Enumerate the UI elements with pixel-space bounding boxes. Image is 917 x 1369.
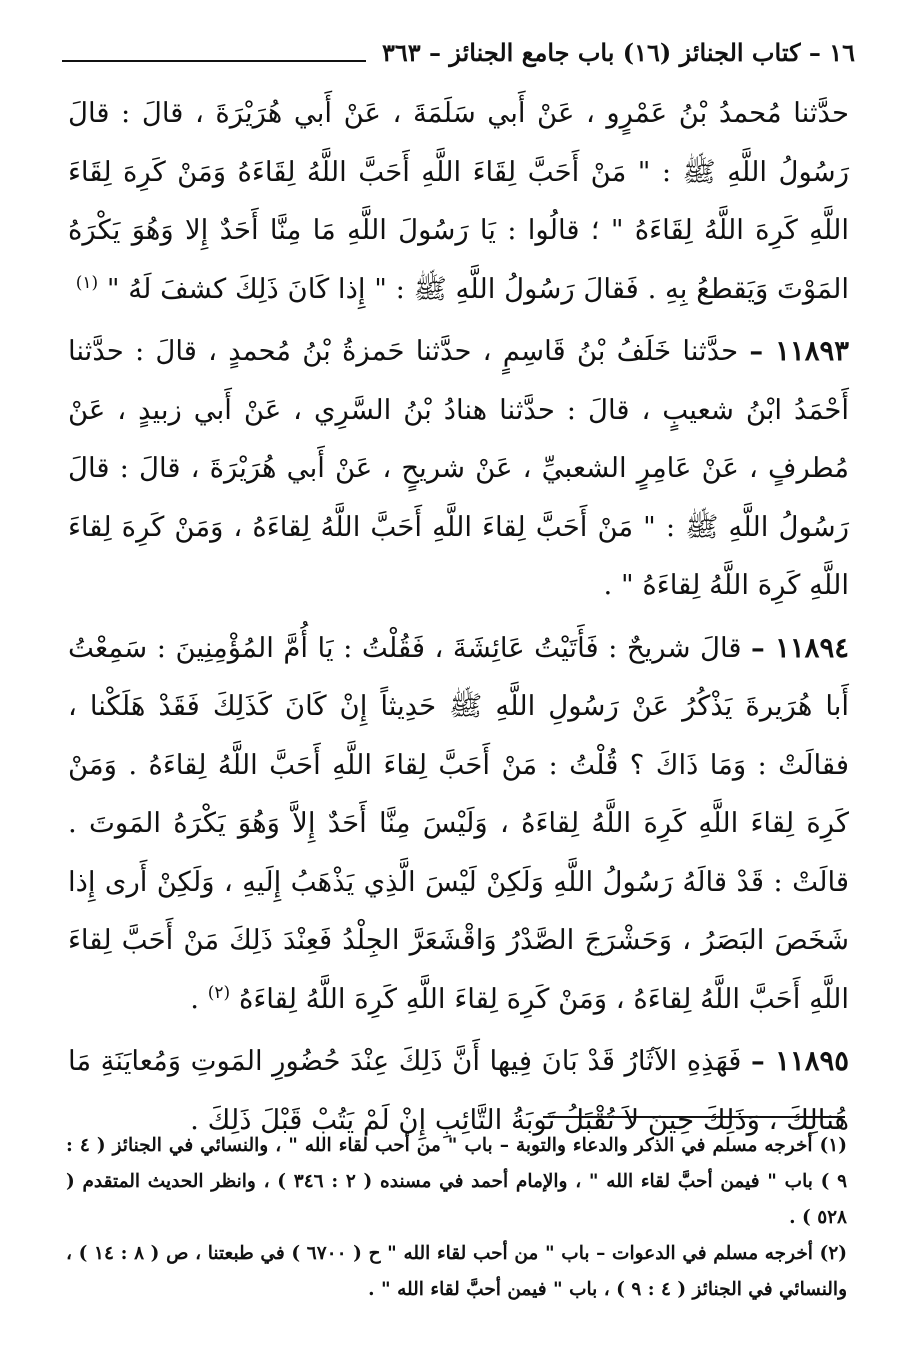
- footnote-separator: [543, 1116, 845, 1118]
- hadith-number: ١١٨٩٤ –: [751, 631, 849, 664]
- footnote: (١) أخرجه مسلم في الذكر والدعاء والتوبة – باب " من أحب لقاء الله " ، والنسائي في الجنائز ( ٤ : ٩ ) باب " فيمن أحبَّ لقاء الله " ، والإمام أحمد في مسنده ( ٢ : ٣٤٦ ) ، وانظر الحديث المتقدم ( ٥٢٨ ) .: [66, 1135, 847, 1228]
- paragraph-text: فَهَذِهِ الآثَارُ قَدْ بَانَ فِيها أَنَّ ذَلِكَ عِنْدَ حُضُورِ المَوتِ وَمُعايَنَةِ مَا هُنالِكَ ، وَذَلِكَ حِينَ لاَ تُقْبَلُ تَوبَةُ التَّائِبِ إِنْ لَمْ يَتُبْ قَبْلَ ذَلِكَ .: [68, 1045, 849, 1136]
- footnote-reference[interactable]: (٢): [207, 982, 231, 1003]
- hadith-number: ١١٨٩٥ –: [751, 1045, 850, 1077]
- header-title: ١٦ – كتاب الجنائز (١٦) باب جامع الجنائز – ٣٦٣: [382, 38, 855, 67]
- paragraph-text: حدَّثنا خَلَفُ بْنُ قَاسِمٍ ، حدَّثنا حَمزةُ بْنُ مُحمدٍ ، قالَ : حدَّثنا أَحْمَدُ ابْنُ شعيبٍ ، قالَ : حدَّثنا هنادُ بْنُ السَّرِي ، عَنْ أَبي زبيدٍ ، عَنْ مُطرفٍ ، عَنْ عَامِرٍ الشعبيِّ ، عَنْ شريحٍ ، عَنْ أَبي هُرَيْرَةَ ، قالَ : قالَ رَسُولُ اللَّهِ ﷺ : " مَنْ أَحَبَّ لِقاءَ اللَّهِ أَحَبَّ اللَّهُ لِقاءَهُ ، وَمَنْ كَرِهَ لِقاءَ اللَّهِ كَرِهَ اللَّهُ لِقاءَهُ " .: [68, 335, 849, 601]
- hadith-number: ١١٨٩٣ –: [749, 335, 850, 367]
- paragraph: [68, 322, 849, 615]
- paragraph: [68, 84, 849, 318]
- main-text: [68, 84, 849, 1153]
- footnote: (٢) أخرجه مسلم في الدعوات – باب " من أحب لقاء الله " ح ( ٦٧٠٠ ) في طبعتنا ، ص ( ٨ : ١٤ ) ، والنسائي في الجنائز ( ٤ : ٩ ) ، باب " فيمن أحبَّ لقاء الله " .: [66, 1243, 848, 1300]
- footnote-reference[interactable]: (١): [75, 272, 99, 293]
- paragraph-text: حدَّثنا مُحمدُ بْنُ عَمْرٍو ، عَنْ أَبي سَلَمَةَ ، عَنْ أَبي هُرَيْرَةَ ، قالَ : قالَ رَسُولُ اللَّهِ ﷺ : " مَنْ أَحَبَّ لِقَاءَ اللَّهِ أَحَبَّ اللَّهُ لِقَاءَهُ وَمَنْ كَرِهَ لِقَاءَ اللَّهِ كَرِهَ اللَّهُ لِقَاءَهُ " ؛ قالُوا : يَا رَسُولَ اللَّهِ مَا مِنَّا أَحَدٌ إِلا وَهُوَ يَكْرَهُ المَوْتَ وَيَقطعُ بِهِ . فَقالَ رَسُولُ اللَّهِ ﷺ : " إِذا كَانَ ذَلِكَ كشفَ لَهُ ": [68, 97, 849, 305]
- header-rule: [62, 60, 366, 62]
- footnotes: [66, 1128, 847, 1308]
- running-header: [62, 30, 855, 70]
- paragraph: ١١٨٩٤ – قالَ شريحٌ : فَأَتَيْتُ عَائِشَةَ ، فَقُلْتُ : يَا أُمَّ المُؤْمِنِينَ : سَمِعْتُ أَبا هُرَيرةَ يَذْكُرُ عَنْ رَسُولِ اللَّهِ ﷺ حَدِيثاً إِنْ كَانَ كَذَلِكَ فَقَدْ هَلَكْنا ، فقالَتْ : وَمَا ذَاكَ ؟ قُلْتُ : مَنْ أَحَبَّ لِقاءَ اللَّهِ أَحَبَّ اللَّهُ لِقاءَهُ . وَمَنْ كَرِهَ لِقاءَ اللَّهِ كَرِهَ اللَّهُ لِقاءَهُ ، وَلَيْسَ مِنَّا أَحَدٌ إِلاَّ وَهُوَ يَكْرَهُ المَوتَ . قالَتْ : قَدْ قالَهُ رَسُولُ اللَّهِ وَلَكِنْ لَيْسَ الَّذِي يَذْهَبُ إِلَيهِ ، وَلَكِنْ أَرى إِذا شَخَصَ البَصَرُ ، وَحَشْرَجَ الصَّدْرُ وَاقْشَعَرَّ الجِلْدُ فَعِنْدَ ذَلِكَ مَنْ أَحَبَّ لِقاءَ اللَّهِ أَحَبَّ اللَّهُ لِقاءَهُ ، وَمَنْ كَرِهَ لِقاءَ اللَّهِ كَرِهَ اللَّهُ لِقاءَهُ $^{(٢)}$ .: [68, 631, 849, 1015]
- paragraph-text: قالَ شريحٌ : فَأَتَيْتُ عَائِشَةَ ، فَقُلْتُ : يَا أُمَّ المُؤْمِنِينَ : سَمِعْتُ أَبا هُرَيرةَ يَذْكُرُ عَنْ رَسُولِ اللَّهِ ﷺ حَدِيثاً إِنْ كَانَ كَذَلِكَ فَقَدْ هَلَكْنا ، فقالَتْ : وَمَا ذَاكَ ؟ قُلْتُ : مَنْ أَحَبَّ لِقاءَ اللَّهِ أَحَبَّ اللَّهُ لِقاءَهُ . وَمَنْ كَرِهَ لِقاءَ اللَّهِ كَرِهَ اللَّهُ لِقاءَهُ ، وَلَيْسَ مِنَّا أَحَدٌ إِلاَّ وَهُوَ يَكْرَهُ المَوتَ . قالَتْ : قَدْ قالَهُ رَسُولُ اللَّهِ وَلَكِنْ لَيْسَ الَّذِي يَذْهَبُ إِلَيهِ ، وَلَكِنْ أَرى إِذا شَخَصَ البَصَرُ ، وَحَشْرَجَ الصَّدْرُ وَاقْشَعَرَّ الجِلْدُ فَعِنْدَ ذَلِكَ مَنْ أَحَبَّ لِقاءَ اللَّهِ أَحَبَّ اللَّهُ لِقاءَهُ ، وَمَنْ كَرِهَ لِقاءَ اللَّهِ كَرِهَ اللَّهُ لِقاءَهُ: [68, 631, 849, 1015]
